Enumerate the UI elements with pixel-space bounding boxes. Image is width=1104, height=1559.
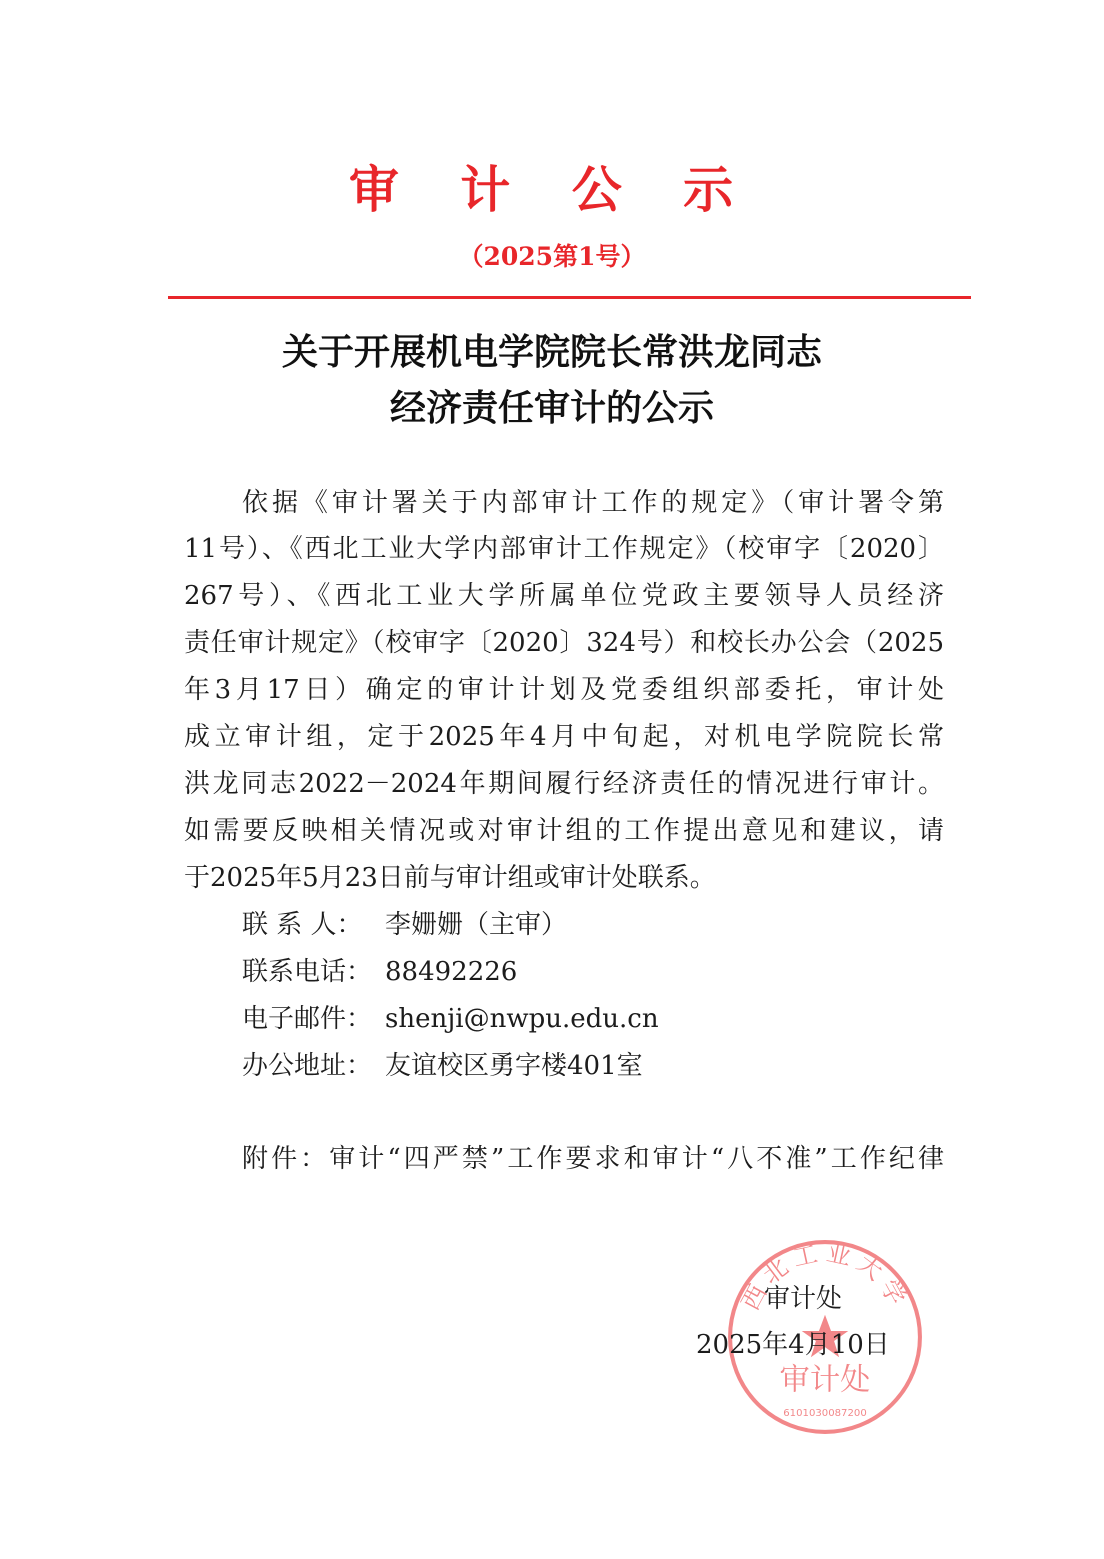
contact-address-label: 办公地址：: [242, 1051, 373, 1081]
attachment-note: 附件：审计“四严禁”工作要求和审计“八不准”工作纪律: [242, 1144, 944, 1174]
contact-person-value: 李姗姗（主审）: [385, 910, 568, 940]
seal-code: 6101030087200: [783, 1407, 867, 1419]
seal-top-text: 西北工业大学: [735, 1237, 915, 1315]
body-paragraph-line: 成立审计组，定于2025年4月中旬起，对机电学院院长常: [184, 722, 944, 752]
body-paragraph-line: 11号）、《西北工业大学内部审计工作规定》（校审字〔2020〕: [184, 534, 944, 564]
red-divider: [168, 296, 971, 299]
contact-email-row: [242, 998, 659, 1035]
document-number: （2025第1号）: [458, 242, 646, 271]
signature-organization: 审计处: [764, 1284, 843, 1314]
signature-date: 2025年4月10日: [696, 1330, 890, 1360]
body-paragraph-line: 年3月17日）确定的审计计划及党委组织部委托，审计处: [184, 675, 944, 705]
contact-person-row: [242, 904, 567, 941]
contact-email-value: shenji@nwpu.edu.cn: [385, 1004, 659, 1034]
contact-phone-label: 联系电话：: [242, 957, 373, 987]
seal-center-text: 审计处: [779, 1362, 871, 1398]
contact-address-row: [242, 1045, 643, 1082]
header-title: 审 计 公 示: [348, 160, 756, 219]
body-paragraph-line: 责任审计规定》（校审字〔2020〕324号）和校长办公会（2025: [184, 628, 944, 658]
body-paragraph-line: 267号）、《西北工业大学所属单位党政主要领导人员经济: [184, 581, 944, 611]
contact-phone-value: 88492226: [385, 957, 518, 987]
body-paragraph-line: 洪龙同志2022－2024年期间履行经济责任的情况进行审计。: [184, 769, 944, 799]
body-paragraph-line: 如需要反映相关情况或对审计组的工作提出意见和建议，请: [184, 816, 944, 846]
document-title-line-1: 关于开展机电学院院长常洪龙同志: [281, 331, 822, 373]
document-title-line-2: 经济责任审计的公示: [389, 387, 714, 429]
body-paragraph-line: 依据《审计署关于内部审计工作的规定》（审计署令第: [242, 488, 944, 518]
contact-person-label: 联 系 人：: [242, 910, 363, 940]
contact-address-value: 友谊校区勇字楼401室: [385, 1051, 643, 1081]
contact-email-label: 电子邮件：: [242, 1004, 373, 1034]
contact-phone-row: [242, 951, 517, 988]
body-paragraph-line: 于2025年5月23日前与审计组或审计处联系。: [184, 863, 716, 893]
